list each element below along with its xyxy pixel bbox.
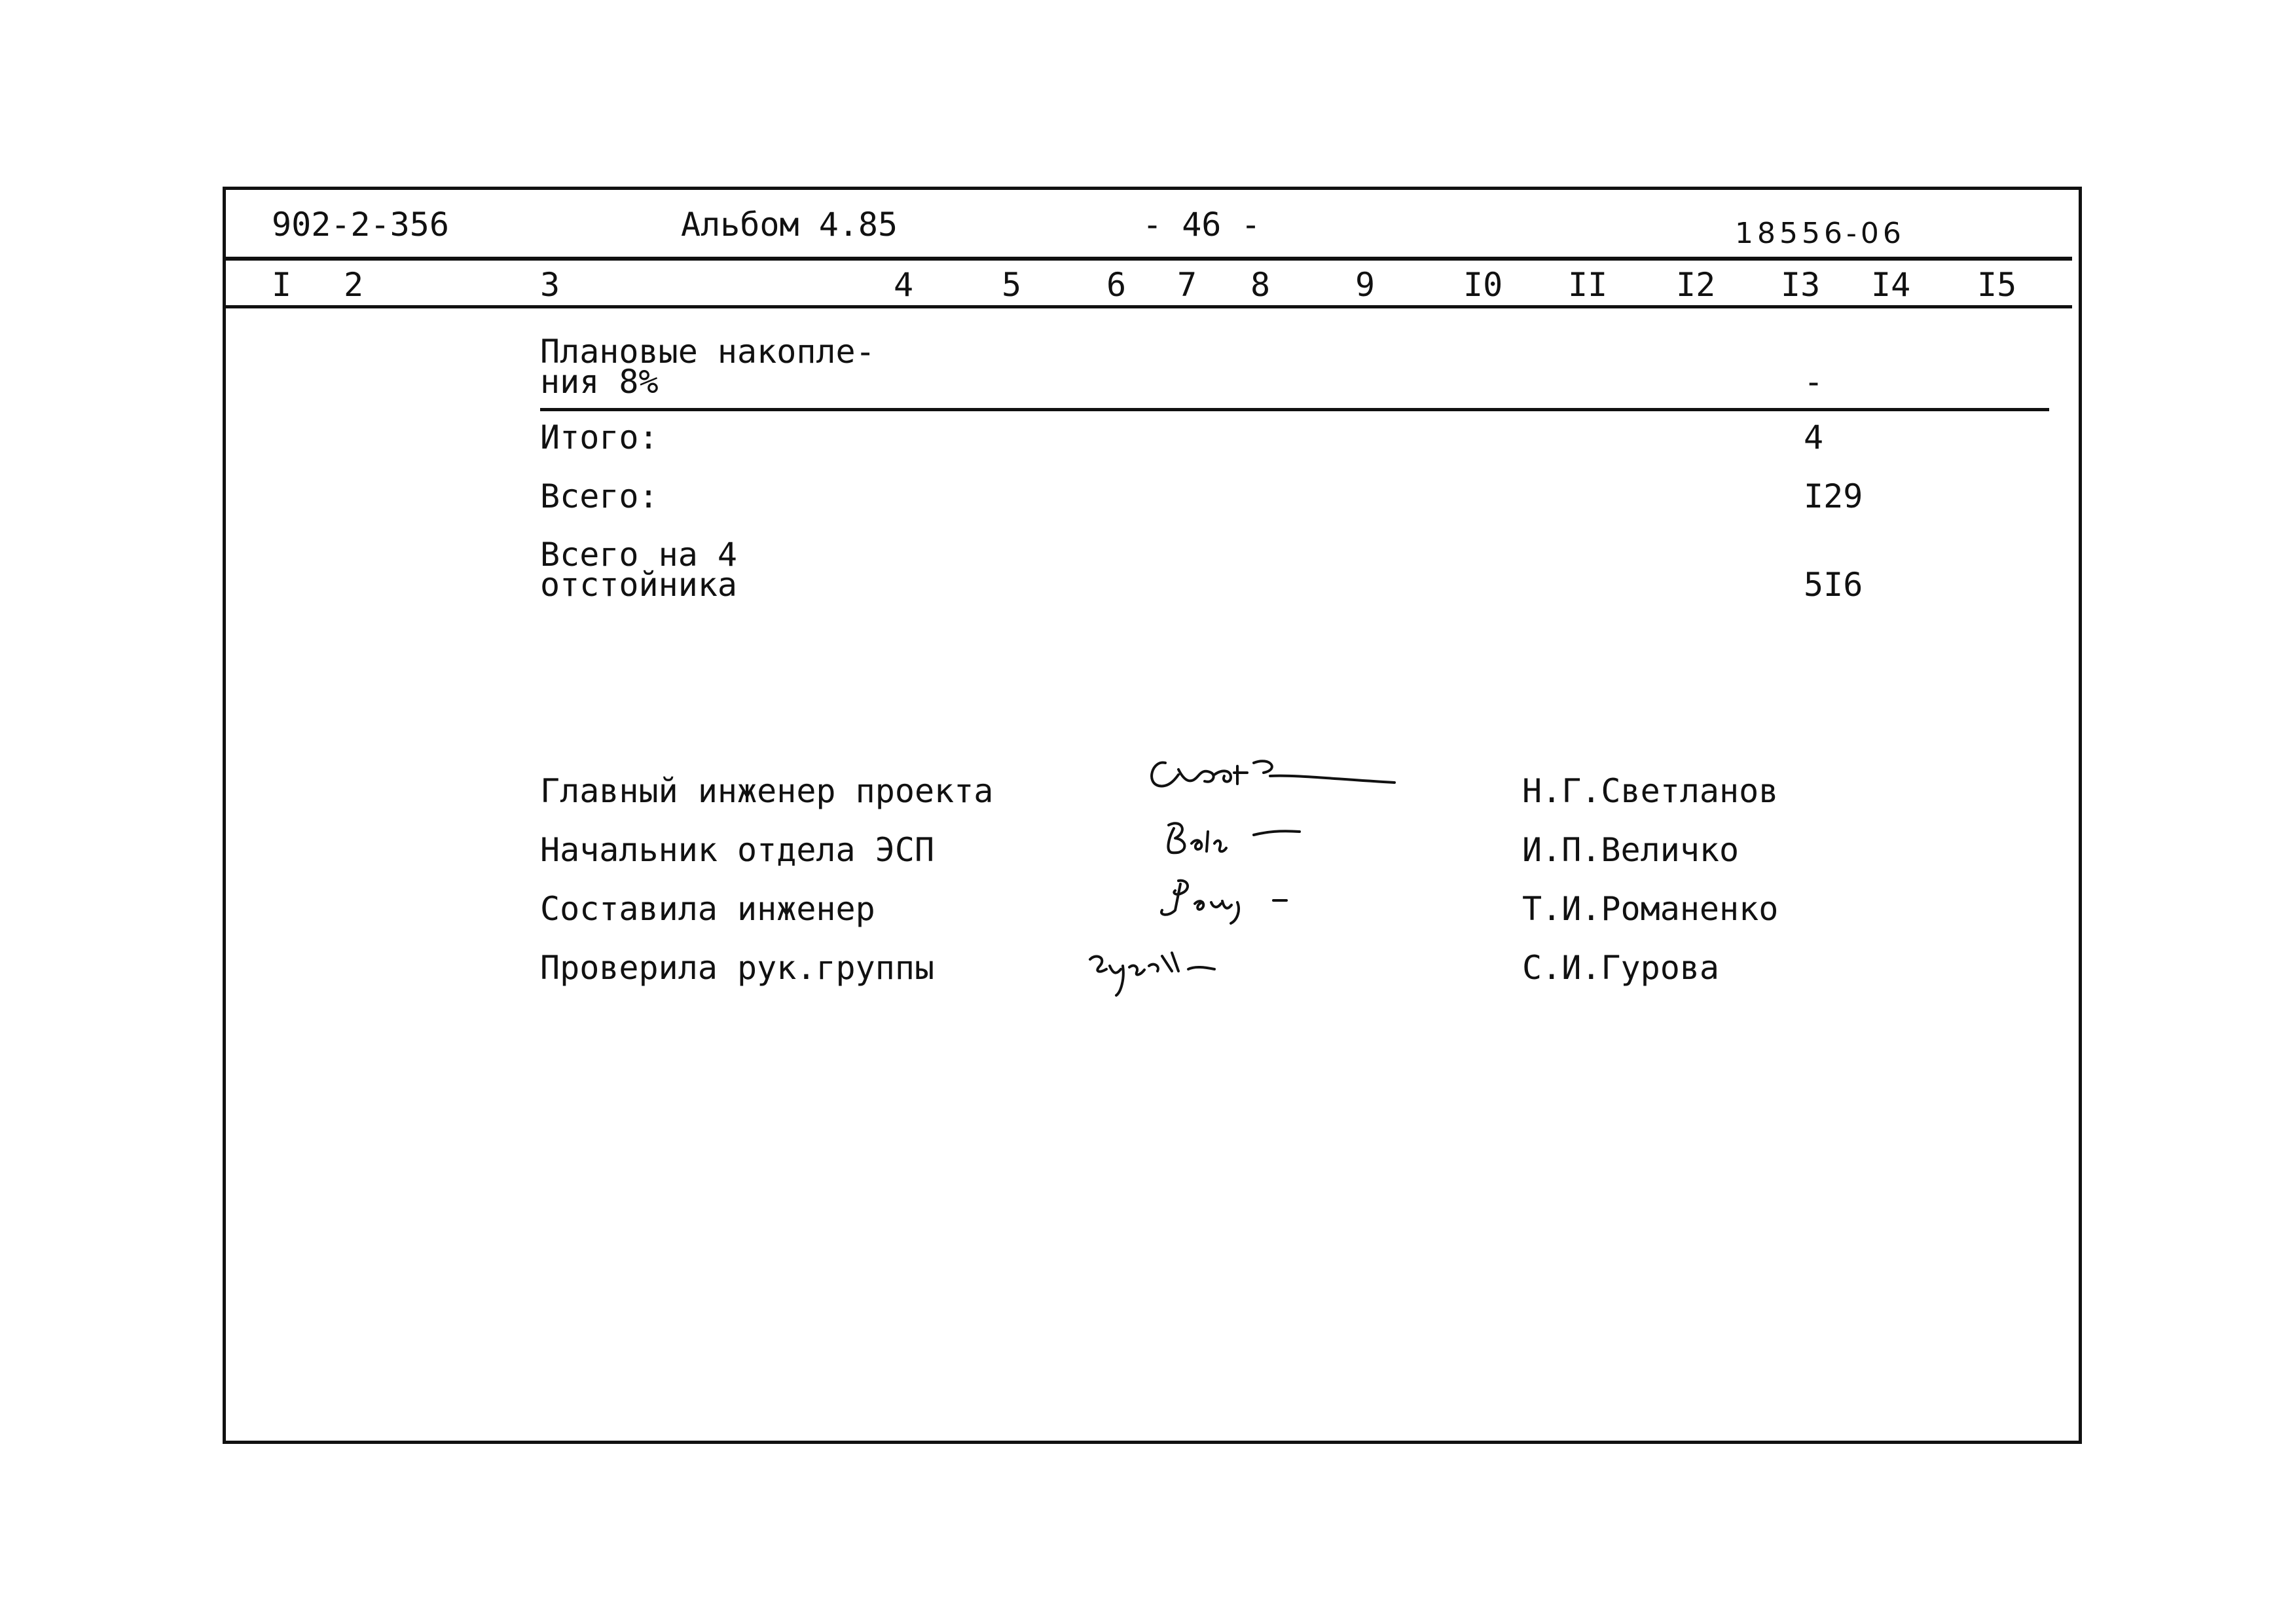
signature-position: Проверила рук.группы <box>540 949 935 987</box>
page-number: - 46 - <box>1142 206 1261 244</box>
column-number: 9 <box>1355 266 1376 304</box>
signature-name: Н.Г.Светланов <box>1522 772 1779 810</box>
doc-code: 902-2-356 <box>272 206 449 244</box>
column-number: 8 <box>1250 266 1271 304</box>
handwritten-signature <box>1156 812 1326 871</box>
row-label: ния 8% <box>540 363 659 401</box>
row-value: I29 <box>1804 477 1863 515</box>
signature-position: Составила инженер <box>540 890 875 928</box>
table-frame <box>223 187 2082 1444</box>
column-number: 3 <box>540 266 560 304</box>
row-label: Всего: <box>540 477 659 515</box>
handwritten-signature <box>1139 743 1401 802</box>
row-label: Итого: <box>540 418 659 456</box>
column-header-divider <box>226 305 2072 308</box>
row-label: Всего на 4 <box>540 536 738 574</box>
row-value: - <box>1804 363 1824 401</box>
column-number: 5 <box>1002 266 1022 304</box>
signature-position: Начальник отдела ЭСП <box>540 831 935 869</box>
signature-position: Главный инженер проекта <box>540 772 994 810</box>
column-number: I3 <box>1781 266 1821 304</box>
row-value: 5I6 <box>1804 566 1863 604</box>
subtotal-divider <box>540 408 2049 411</box>
column-number: I5 <box>1977 266 2017 304</box>
signature-name: И.П.Величко <box>1522 831 1740 869</box>
column-number: 2 <box>344 266 364 304</box>
album-label: Альбом 4.85 <box>681 206 898 244</box>
column-number: I4 <box>1871 266 1911 304</box>
column-number: I0 <box>1463 266 1503 304</box>
column-number: 4 <box>894 266 914 304</box>
row-label: отстойника <box>540 566 738 604</box>
header-divider <box>226 257 2072 261</box>
signature-name: С.И.Гурова <box>1522 949 1720 987</box>
handwritten-signature <box>1149 871 1319 936</box>
column-number: I2 <box>1676 266 1716 304</box>
column-number: 7 <box>1177 266 1197 304</box>
row-label: Плановые накопле- <box>540 333 875 371</box>
column-number: II <box>1568 266 1608 304</box>
column-number: I <box>272 266 292 304</box>
handwritten-signature <box>1080 933 1264 1005</box>
stamp-number: 18556-06 <box>1735 217 1905 250</box>
row-value: 4 <box>1804 418 1824 456</box>
column-number: 6 <box>1106 266 1127 304</box>
signature-name: Т.И.Романенко <box>1522 890 1779 928</box>
